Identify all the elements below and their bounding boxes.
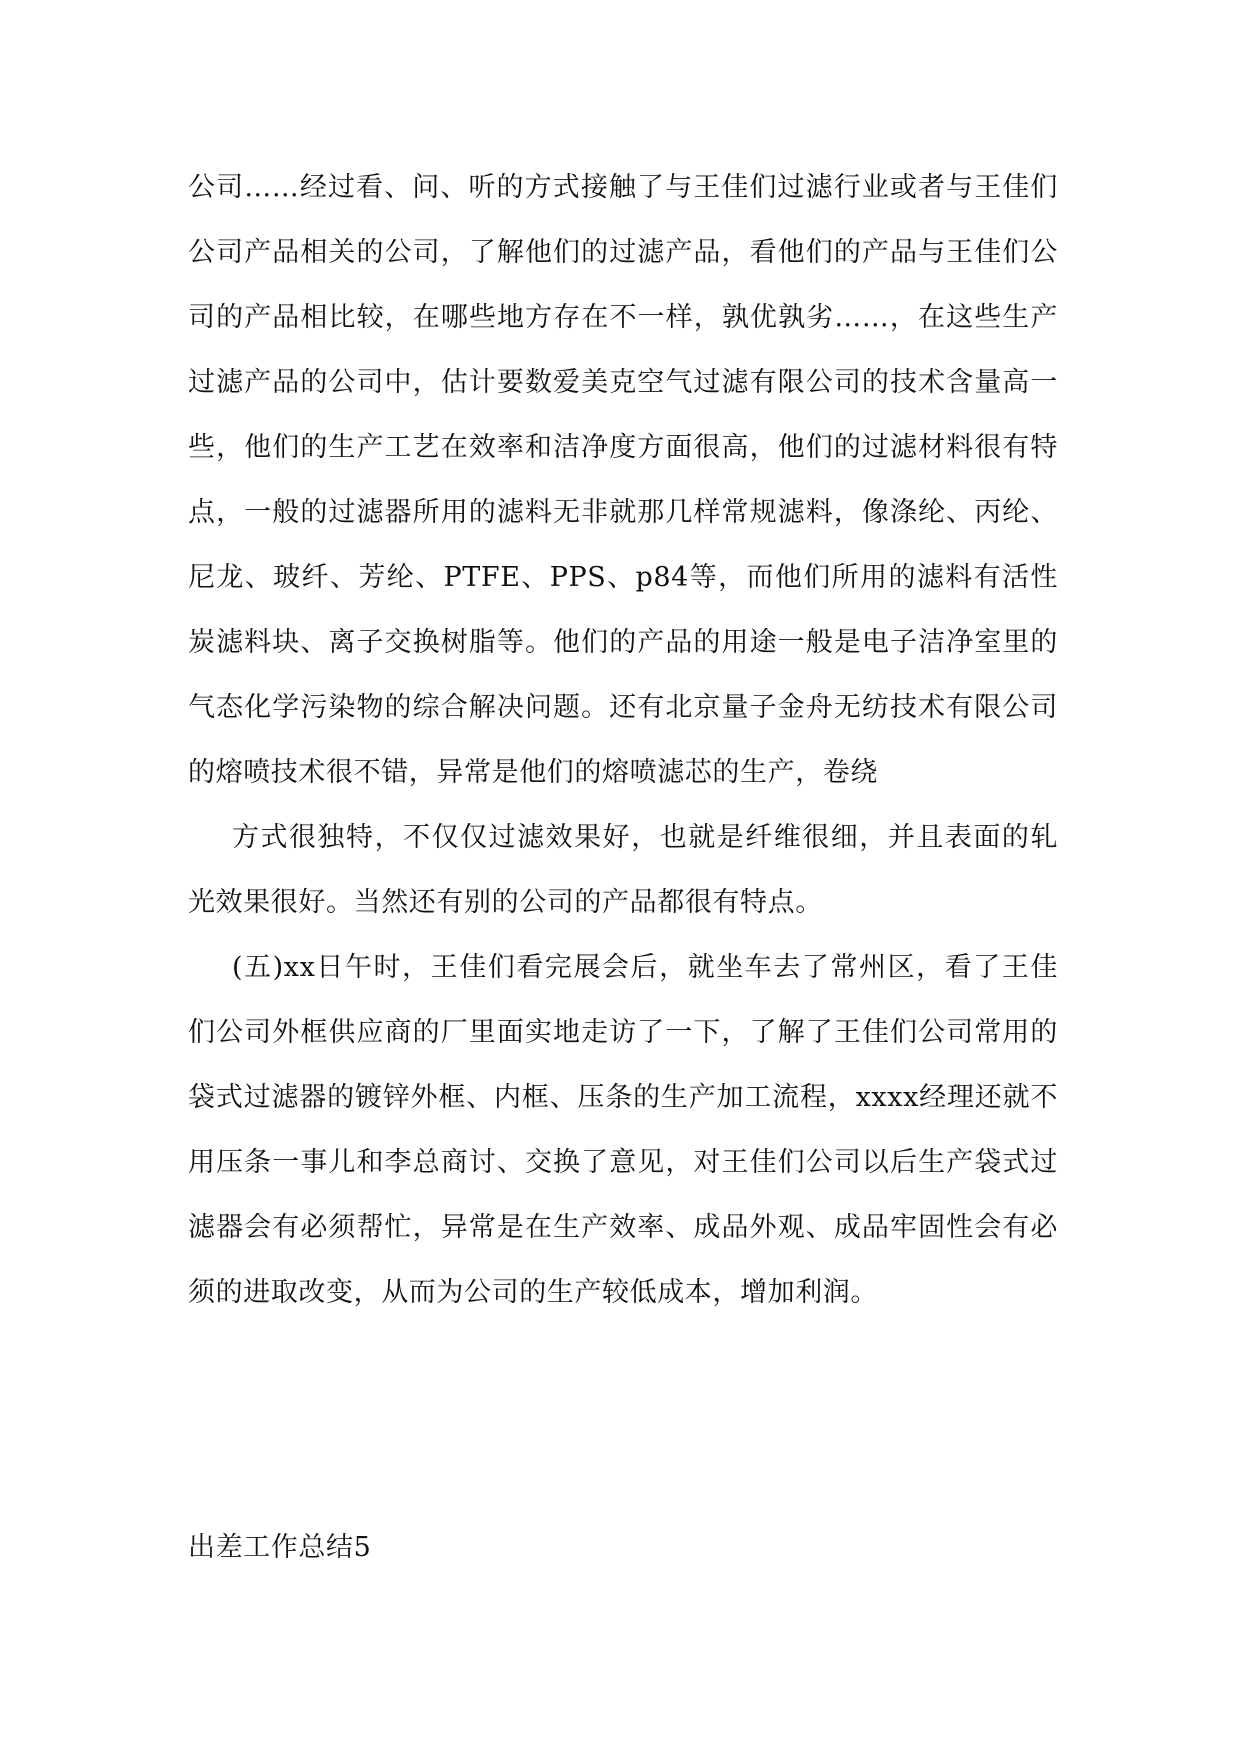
paragraph-1: 公司……经过看、问、听的方式接触了与王佳们过滤行业或者与王佳们公司产品相关的公司，了解他们的过滤产品，看他们的产品与王佳们公司的产品相比较，在哪些地方存在不一样，孰优孰劣……，在这些生产过滤产品的公司中，估计要数爱美克空气过滤有限公司的技术含量高一些，他们的生产工艺在效率和洁净度方面很高，他们的过滤材料很有特点，一般的过滤器所用的滤料无非就那几样常规滤料，像涤纶、丙纶、尼龙、玻纤、芳纶、PTFE、PPS、p84等，而他们所用的滤料有活性炭滤料块、离子交换树脂等。他们的产品的用途一般是电子洁净室里的气态化学污染物的综合解决问题。还有北京量子金舟无纺技术有限公司的熔喷技术很不错，异常是他们的熔喷滤芯的生产，卷绕 (188, 172, 1058, 788)
section-title: 出差工作总结5 (188, 1532, 372, 1563)
paragraph-3: (五)xx日午时，王佳们看完展会后，就坐车去了常州区，看了王佳们公司外框供应商的厂里面实地走访了一下，了解了王佳们公司常用的袋式过滤器的镀锌外框、内框、压条的生产加工流程，xxxx经理还就不用压条一事儿和李总商讨、交换了意见，对王佳们公司以后生产袋式过滤器会有必须帮忙，异常是在生产效率、成品外观、成品牢固性会有必须的进取改变，从而为公司的生产较低成本，增加利润。 (188, 952, 1058, 1308)
document-body (188, 155, 1058, 1325)
paragraph-2: 方式很独特，不仅仅过滤效果好，也就是纤维很细，并且表面的轧光效果很好。当然还有别的公司的产品都很有特点。 (188, 822, 1058, 918)
